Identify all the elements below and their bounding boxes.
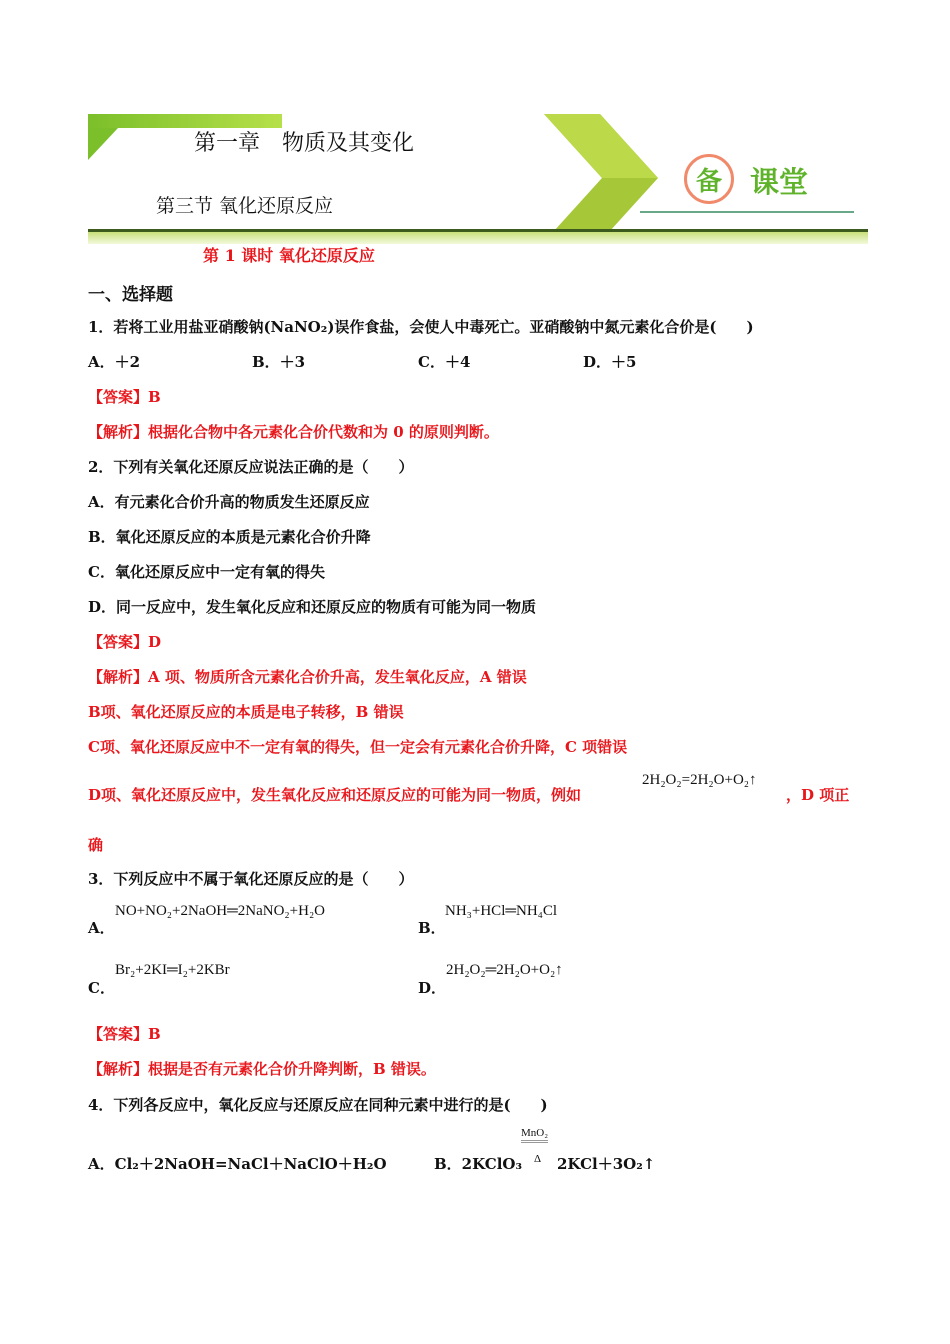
- q3-stem: 3．下列反应中不属于氧化还原反应的是（ ）: [88, 870, 414, 888]
- chevron-decoration-icon: [540, 114, 680, 244]
- q3-formula-d: 2H₂O₂═2H₂O+O₂↑: [446, 962, 563, 978]
- logo-underline: [640, 211, 854, 213]
- q4-stem: 4．下列各反应中，氧化反应与还原反应在同种元素中进行的是( ): [88, 1096, 548, 1114]
- q1-analysis: 【解析】根据化合物中各元素化合价代数和为 0 的原则判断。: [88, 423, 499, 441]
- q4-option-b-product: 2KCl＋3O₂↑: [557, 1155, 656, 1173]
- q2-stem: 2．下列有关氧化还原反应说法正确的是（ ）: [88, 458, 414, 476]
- q2-option-a: A．有元素化合价升高的物质发生还原反应: [88, 493, 370, 511]
- q2-analysis-2: B项、氧化还原反应的本质是电子转移，B 错误: [88, 703, 404, 721]
- q3-formula-a: NO+NO₂+2NaOH═2NaNO₂+H₂O: [115, 903, 325, 919]
- q4-option-a: A．Cl₂＋2NaOH=NaCl＋NaClO＋H₂O: [88, 1155, 387, 1173]
- q2-analysis-formula: 2H₂O₂=2H₂O+O₂↑: [642, 772, 757, 788]
- q3-analysis: 【解析】根据是否有元素化合价升降判断，B 错误。: [88, 1060, 436, 1078]
- q2-analysis-1: 【解析】A 项、物质所含元素化合价升高，发生氧化反应，A 错误: [88, 668, 527, 686]
- q3-label-d: D．: [418, 979, 447, 997]
- q3-formula-c: Br₂+2KI═I₂+2KBr: [115, 962, 230, 978]
- q3-label-a: A．: [88, 919, 115, 937]
- section-title: 第三节 氧化还原反应: [156, 195, 334, 217]
- q2-option-c: C．氧化还原反应中一定有氧的得失: [88, 563, 325, 581]
- q1-option-c: C．＋4: [418, 353, 471, 371]
- q2-option-d: D．同一反应中，发生氧化反应和还原反应的物质有可能为同一物质: [88, 598, 537, 616]
- logo-circle: 备: [684, 154, 734, 204]
- lesson-title: 第 1 课时 氧化还原反应: [203, 246, 375, 265]
- q2-answer: 【答案】D: [88, 633, 162, 651]
- q1-answer: 【答案】B: [88, 388, 161, 406]
- q1-option-a: A．＋2: [88, 353, 141, 371]
- q1-option-b: B．＋3: [252, 353, 306, 371]
- part-title: 一、选择题: [88, 285, 173, 305]
- q2-analysis-4: D项、氧化还原反应中，发生氧化反应和还原反应的可能为同一物质，例如: [88, 786, 582, 804]
- chapter-title: 第一章 物质及其变化: [194, 131, 415, 156]
- header-triangle: [88, 128, 118, 160]
- q1-option-d: D．＋5: [583, 353, 637, 371]
- q4-option-b-reactant: B．2KClO₃: [434, 1155, 523, 1173]
- logo-text: 课堂: [750, 165, 809, 199]
- q2-option-b: B．氧化还原反应的本质是元素化合价升降: [88, 528, 371, 546]
- q3-label-b: B．: [418, 919, 446, 937]
- q3-answer: 【答案】B: [88, 1025, 161, 1043]
- q2-analysis-tail2: 确: [88, 836, 104, 854]
- q2-analysis-3: C项、氧化还原反应中不一定有氧的得失，但一定会有元素化合价升降，C 项错误: [88, 738, 628, 756]
- q1-stem: 1．若将工业用盐亚硝酸钠(NaNO₂)误作食盐，会使人中毒死亡。亚硝酸钠中氮元素化合价是( ): [88, 318, 754, 336]
- q3-formula-b: NH₃+HCl═NH₄Cl: [445, 903, 558, 919]
- q2-analysis-tail: ，D 项正: [786, 786, 850, 804]
- q4-catalyst: MnO₂: [521, 1127, 548, 1143]
- q3-label-c: C．: [88, 979, 115, 997]
- q4-condition: Δ: [534, 1153, 542, 1165]
